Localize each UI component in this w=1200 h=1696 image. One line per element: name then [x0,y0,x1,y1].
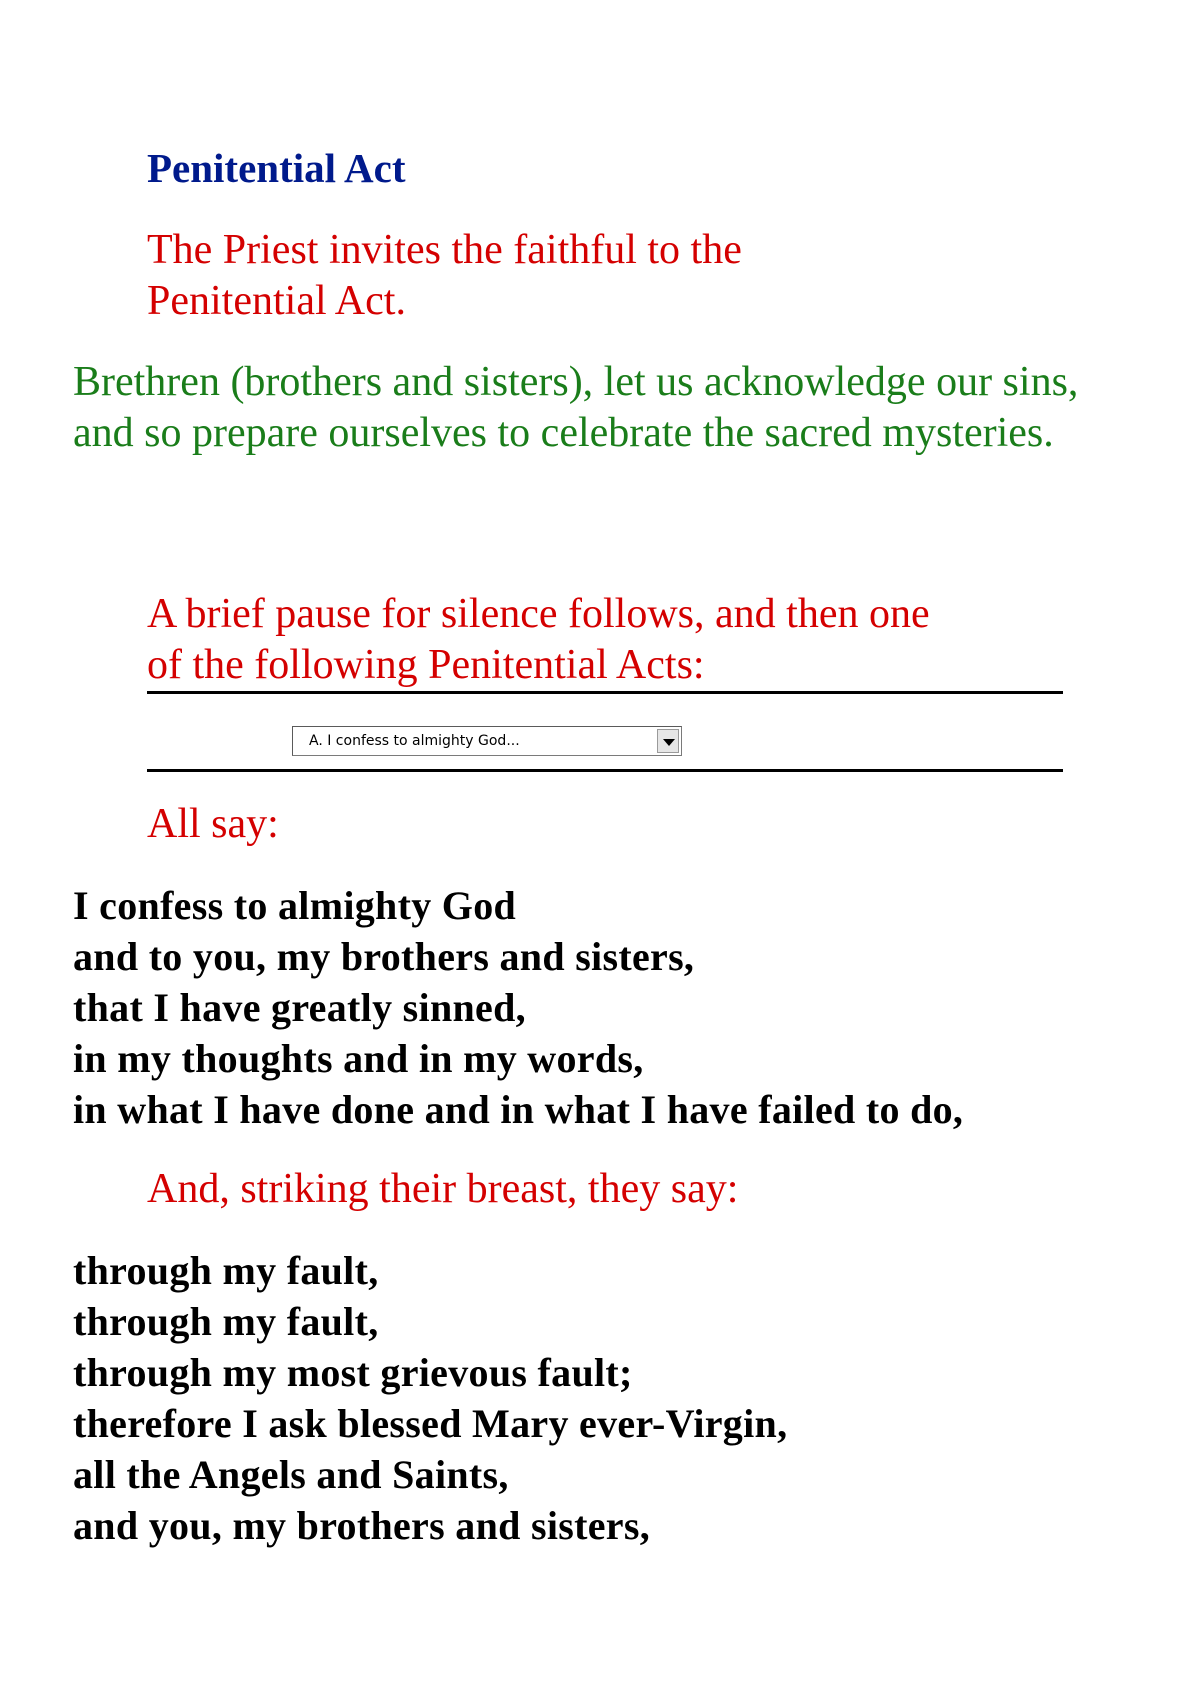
prayer-line: therefore I ask blessed Mary ever-Virgin, [73,1401,788,1446]
divider-bottom [147,769,1063,772]
penitential-act-select[interactable] [292,726,682,756]
rubric-all-say: All say: [147,801,279,847]
prayer-line: in my thoughts and in my words, [73,1036,644,1081]
rubric-line: of the following Penitential Acts: [147,642,705,688]
rubric-priest-invites [147,225,1087,327]
prayer-line: I confess to almighty God [73,883,517,928]
penitential-act-selected-value: A. I confess to almighty God... [309,733,520,749]
page-title: Penitential Act [147,145,406,191]
prayer-line: and to you, my brothers and sisters, [73,934,695,979]
priest-invitation-line: Brethren (brothers and sisters), let us acknowledge our sins, [73,359,1079,405]
priest-invitation [73,357,1093,459]
rubric-line: A brief pause for silence follows, and then one [147,591,930,637]
prayer-line: through my most grievous fault; [73,1350,633,1395]
prayer-line: all the Angels and Saints, [73,1452,509,1497]
rubric-brief-pause [147,589,1087,691]
divider-top [147,691,1063,694]
priest-invitation-line: and so prepare ourselves to celebrate the sacred mysteries. [73,410,1054,456]
prayer-line: in what I have done and in what I have failed to do, [73,1087,964,1132]
rubric-striking-breast: And, striking their breast, they say: [147,1166,739,1212]
prayer-line: through my fault, [73,1299,379,1344]
rubric-line: Penitential Act. [147,278,406,324]
prayer-line: and you, my brothers and sisters, [73,1503,651,1548]
prayer-line: through my fault, [73,1248,379,1293]
confiteor-part-2 [73,1245,1113,1551]
rubric-line: The Priest invites the faithful to the [147,227,742,273]
confiteor-part-1 [73,880,1113,1135]
chevron-down-icon[interactable] [657,729,679,753]
prayer-line: that I have greatly sinned, [73,985,526,1030]
